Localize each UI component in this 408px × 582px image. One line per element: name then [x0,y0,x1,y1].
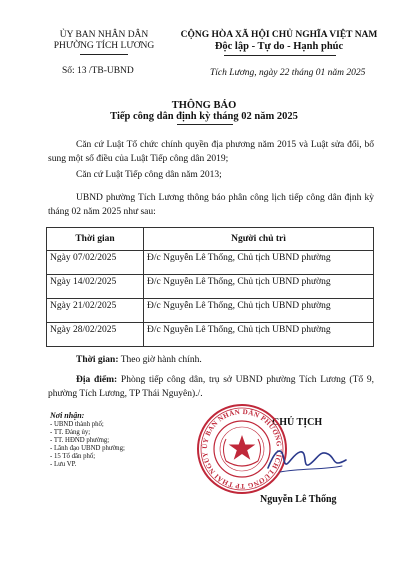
seal-ring-text: ỦY BAN NHÂN DÂN PHƯỜNG TÍCH LƯƠNG TP THÁI NGUY [200,407,284,491]
recipients-block [50,411,125,469]
column-header-time: Thời gian [47,228,144,251]
list-item: - UBND thành phố; [50,421,104,428]
schedule-date: Ngày 14/02/2025 [47,275,144,299]
list-item: - 15 Tổ dân phố; [50,453,96,460]
reception-place [48,373,374,401]
schedule-table [46,227,374,347]
column-header-host: Người chủ trì [144,228,374,251]
reception-time [48,353,374,367]
list-item: - TT. HĐND phường; [50,437,110,444]
place-value: Phòng tiếp công dân, trụ sở UBND phường Tích Lương (Tổ 9, phường Tích Lương, TP Thái Nguyên)./. [48,375,374,399]
time-label: Thời gian: [76,355,119,365]
list-item: - Lưu VP. [50,461,77,468]
document-subject: Tiếp công dân định kỳ tháng 02 năm 2025 [110,111,298,122]
place-label: Địa điểm: [76,375,118,385]
table-row [47,275,374,299]
time-value: Theo giờ hành chính. [118,355,202,365]
schedule-date: Ngày 21/02/2025 [47,299,144,323]
subject-underline [177,124,233,125]
table-row [47,299,374,323]
list-item: - Lãnh đạo UBND phường; [50,445,125,452]
legal-basis-1: Căn cứ Luật Tổ chức chính quyền địa phương năm 2015 và Luật sửa đổi, bổ sung một số điều của Luật Tiếp công dân 2019; [48,140,374,164]
document-number: Số: 13 /TB-UBND [62,66,134,76]
org-line-1: ỦY BAN NHÂN DÂN [59,30,149,40]
table-row [47,323,374,347]
table-header-row [47,228,374,251]
place-and-date: Tích Lương, ngày 22 tháng 01 năm 2025 [210,68,366,78]
schedule-host: Đ/c Nguyễn Lê Thống, Chủ tịch UBND phường [144,251,374,275]
motto-underline [224,55,336,56]
signer-name: Nguyễn Lê Thống [260,494,337,505]
national-title [162,30,396,52]
document-type: THÔNG BÁO [171,100,237,111]
signer-title: CHỦ TỊCH [272,417,323,428]
nation-name: CỘNG HÒA XÃ HỘI CHỦ NGHĨA VIỆT NAM [180,30,378,40]
schedule-intro: UBND phường Tích Lương thông báo phân công lịch tiếp công dân định kỳ tháng 02 năm 2025 như sau: [48,193,374,217]
national-motto: Độc lập - Tự do - Hạnh phúc [214,41,344,52]
schedule-date: Ngày 28/02/2025 [47,323,144,347]
schedule-host: Đ/c Nguyễn Lê Thống, Chủ tịch UBND phường [144,275,374,299]
legal-basis-2: Căn cứ Luật Tiếp công dân năm 2013; [76,170,222,180]
schedule-host: Đ/c Nguyễn Lê Thống, Chủ tịch UBND phường [144,323,374,347]
table-row [47,251,374,275]
org-line-2: PHƯỜNG TÍCH LƯƠNG [53,41,155,51]
handwritten-signature [262,442,352,478]
issuing-authority [42,30,166,52]
schedule-date: Ngày 07/02/2025 [47,251,144,275]
list-item: - TT. Đảng ủy; [50,429,91,436]
recipients-heading: Nơi nhận: [50,411,85,420]
schedule-host: Đ/c Nguyễn Lê Thống, Chủ tịch UBND phường [144,299,374,323]
org-underline [80,54,128,55]
